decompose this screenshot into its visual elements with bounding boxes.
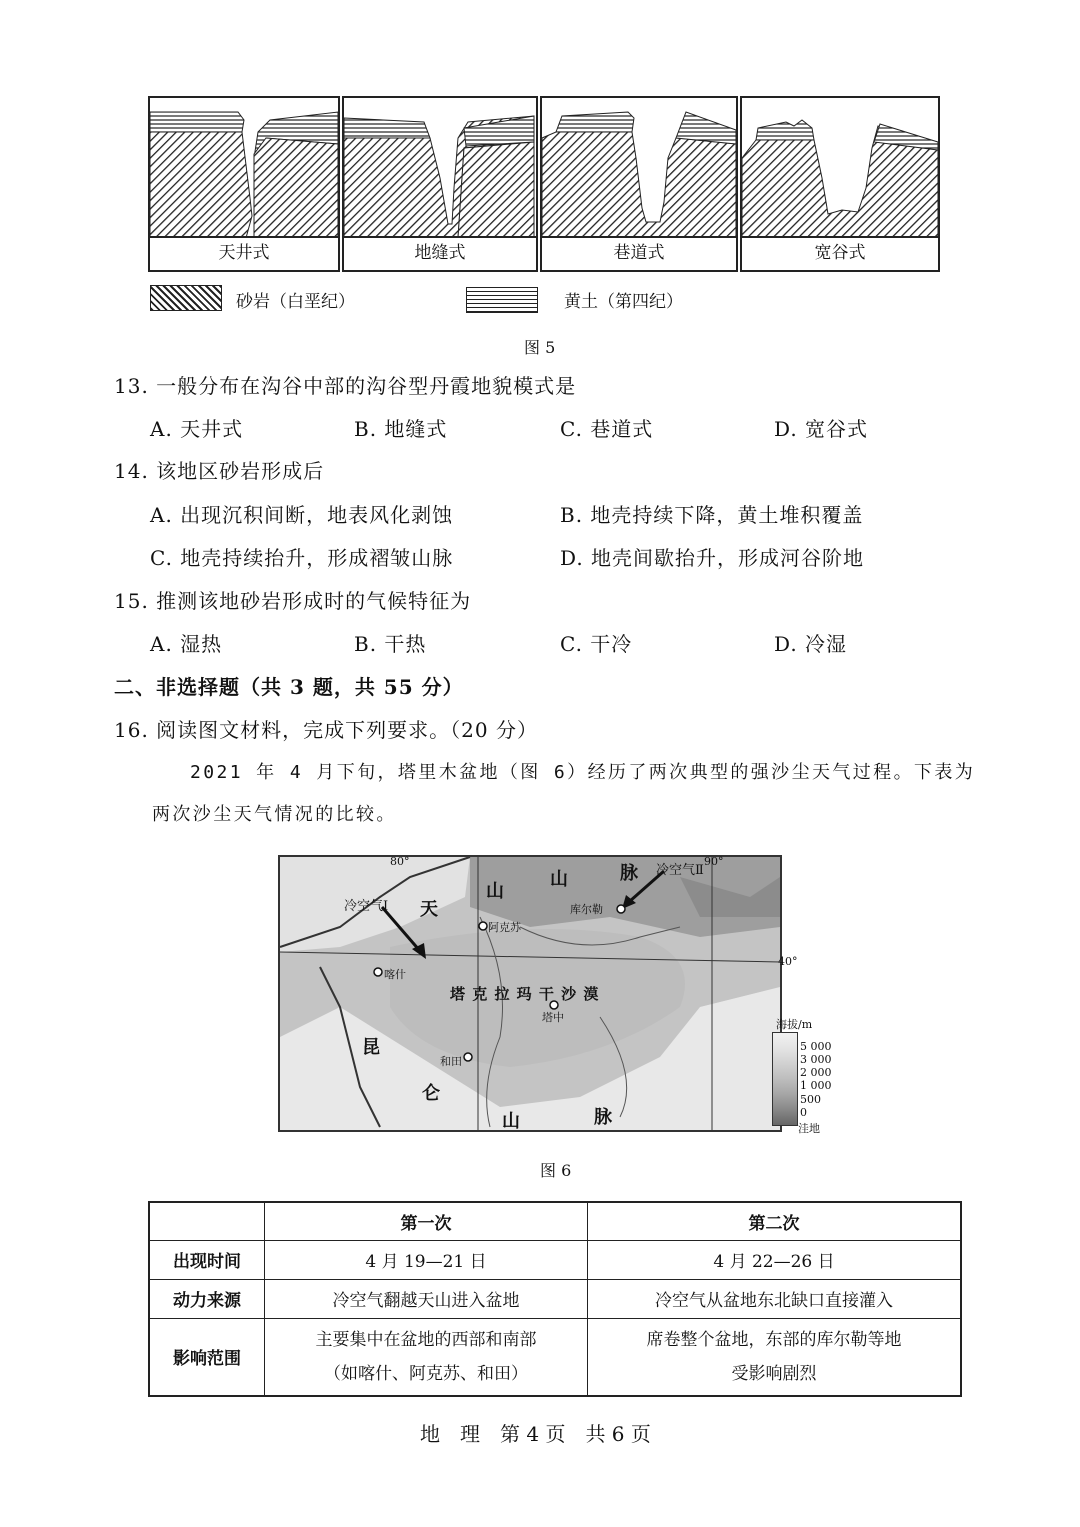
panel-label: 地缝式 bbox=[344, 236, 536, 270]
city-korla: 库尔勒 bbox=[570, 903, 603, 916]
panel-difeng bbox=[342, 96, 538, 272]
panel-tianjing bbox=[148, 96, 340, 272]
lon-80: 80° bbox=[390, 855, 410, 868]
city-tazhong: 塔中 bbox=[542, 1011, 564, 1024]
cell-source-first: 冷空气翻越天山进入盆地 bbox=[265, 1279, 588, 1318]
tianjing-profile bbox=[150, 98, 338, 238]
label-shan-3: 山 bbox=[502, 1111, 520, 1132]
kuangu-profile bbox=[742, 98, 938, 238]
q13-stem: 13. 一般分布在沟谷中部的沟谷型丹霞地貌模式是 bbox=[114, 374, 577, 398]
panel-label: 巷道式 bbox=[542, 236, 736, 270]
table-header-second: 第二次 bbox=[588, 1202, 962, 1240]
label-taklimakan: 塔 克 拉 玛 干 沙 漠 bbox=[450, 985, 600, 1003]
row-label-range: 影响范围 bbox=[149, 1318, 265, 1396]
q14-option-d: D. 地壳间歇抬升，形成河谷阶地 bbox=[560, 546, 865, 570]
elevation-legend-title: 海拔/m bbox=[776, 1018, 813, 1031]
section-2-heading: 二、非选择题（共 3 题，共 55 分） bbox=[114, 675, 464, 699]
q13-option-c: C. 巷道式 bbox=[560, 417, 654, 441]
row-label-source: 动力来源 bbox=[149, 1279, 265, 1318]
figure-5 bbox=[148, 96, 940, 272]
q16-stem: 16. 阅读图文材料，完成下列要求。（20 分） bbox=[114, 718, 538, 742]
cell-source-second: 冷空气从盆地东北缺口直接灌入 bbox=[588, 1279, 962, 1318]
page-footer: 地 理 第 4 页 共 6 页 bbox=[420, 1422, 651, 1446]
elev-5000: 5 000 bbox=[800, 1040, 832, 1053]
elev-3000: 3 000 bbox=[800, 1053, 832, 1066]
q15-option-d: D. 冷湿 bbox=[774, 632, 848, 656]
city-hotan: 和田 bbox=[440, 1055, 462, 1068]
q16-paragraph-line2: 两次沙尘天气情况的比较。 bbox=[152, 804, 397, 825]
elev-500: 500 bbox=[800, 1093, 821, 1106]
cell-range-first-line2: （如喀什、阿克苏、和田） bbox=[324, 1363, 528, 1384]
cell-range-second-line1: 席卷整个盆地，东部的库尔勒等地 bbox=[646, 1329, 902, 1350]
cell-range-first-line1: 主要集中在盆地的西部和南部 bbox=[315, 1329, 537, 1350]
dust-storm-comparison-table bbox=[148, 1201, 962, 1397]
lat-40: 40° bbox=[778, 955, 798, 968]
difeng-profile bbox=[344, 98, 536, 238]
table-header-empty bbox=[149, 1202, 265, 1240]
cell-range-first bbox=[265, 1318, 588, 1396]
label-shan-1: 山 bbox=[486, 881, 504, 902]
table-header-first: 第一次 bbox=[265, 1202, 588, 1240]
cold-air-1: 冷空气Ⅰ bbox=[344, 899, 389, 914]
legend-loess: 黄土（第四纪） bbox=[564, 292, 683, 312]
q14-option-a: A. 出现沉积间断，地表风化剥蚀 bbox=[150, 503, 454, 527]
label-lun: 仑 bbox=[422, 1083, 440, 1104]
row-label-time: 出现时间 bbox=[149, 1240, 265, 1279]
label-kun: 昆 bbox=[362, 1037, 380, 1058]
cell-time-first: 4 月 19—21 日 bbox=[265, 1240, 588, 1279]
q16-paragraph-line1: 2021 年 4 月下旬，塔里木盆地（图 6）经历了两次典型的强沙尘天气过程。下表为 bbox=[190, 762, 976, 783]
cell-range-second-line2: 受影响剧烈 bbox=[731, 1363, 817, 1384]
q14-stem: 14. 该地区砂岩形成后 bbox=[114, 459, 325, 483]
q13-option-d: D. 宽谷式 bbox=[774, 417, 869, 441]
label-shan-2: 山 bbox=[550, 869, 568, 890]
elev-1000: 1 000 bbox=[800, 1079, 832, 1092]
elev-0: 0 bbox=[800, 1106, 807, 1119]
sandstone-swatch bbox=[150, 285, 222, 311]
city-kashgar: 喀什 bbox=[384, 968, 406, 981]
figure5-caption: 图 5 bbox=[524, 338, 556, 357]
elev-depression: 洼地 bbox=[798, 1122, 820, 1135]
label-mai-1: 脉 bbox=[620, 863, 638, 884]
panel-xiangdao bbox=[540, 96, 738, 272]
elevation-legend-bar bbox=[772, 1032, 798, 1126]
cell-range-second bbox=[588, 1318, 962, 1396]
q15-option-a: A. 湿热 bbox=[150, 632, 223, 656]
label-tian: 天 bbox=[420, 899, 438, 920]
city-aksu: 阿克苏 bbox=[488, 921, 521, 934]
q13-option-b: B. 地缝式 bbox=[354, 417, 448, 441]
panel-label: 天井式 bbox=[150, 236, 338, 270]
legend-sandstone: 砂岩（白垩纪） bbox=[236, 292, 355, 312]
figure6-caption: 图 6 bbox=[540, 1161, 572, 1180]
q15-option-c: C. 干冷 bbox=[560, 632, 633, 656]
q14-option-c: C. 地壳持续抬升，形成褶皱山脉 bbox=[150, 546, 454, 570]
q13-option-a: A. 天井式 bbox=[150, 417, 244, 441]
xiangdao-profile bbox=[542, 98, 736, 238]
cold-air-2: 冷空气Ⅱ bbox=[656, 863, 704, 878]
q15-stem: 15. 推测该地砂岩形成时的气候特征为 bbox=[114, 589, 472, 613]
q15-option-b: B. 干热 bbox=[354, 632, 427, 656]
label-mai-2: 脉 bbox=[594, 1107, 612, 1128]
loess-swatch bbox=[466, 287, 538, 313]
q14-option-b: B. 地壳持续下降，黄土堆积覆盖 bbox=[560, 503, 864, 527]
elev-2000: 2 000 bbox=[800, 1066, 832, 1079]
panel-kuangu bbox=[740, 96, 940, 272]
lon-90: 90° bbox=[704, 855, 724, 868]
cell-time-second: 4 月 22—26 日 bbox=[588, 1240, 962, 1279]
panel-label: 宽谷式 bbox=[742, 236, 938, 270]
